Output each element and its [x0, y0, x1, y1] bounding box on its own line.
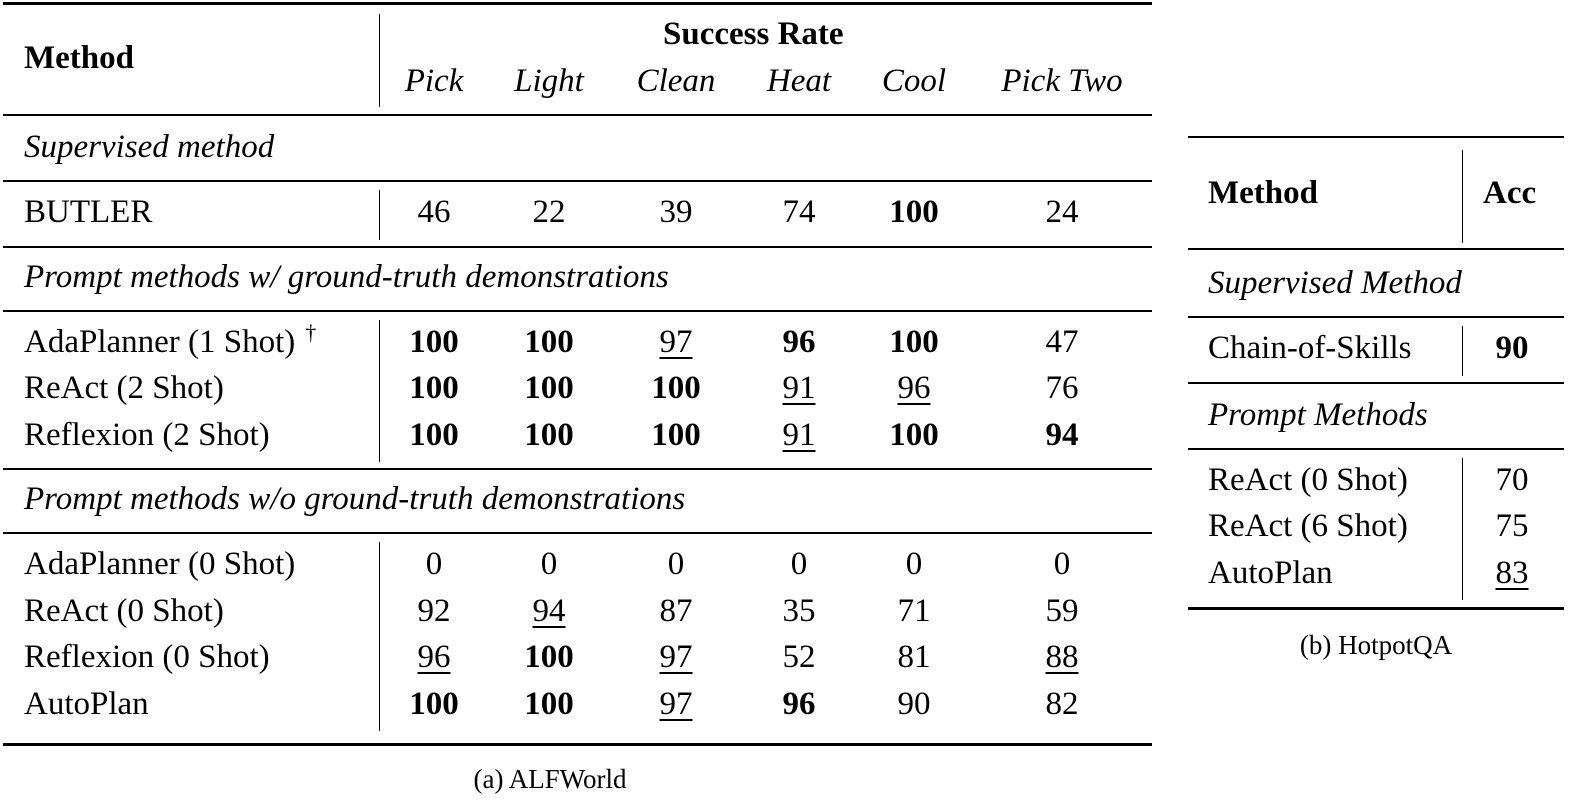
cell-value: 88 [1045, 639, 1079, 675]
table-cell [1452, 461, 1572, 498]
table-row-method: ReAct (0 Shot) [24, 592, 224, 629]
table-row-method: ReAct (6 Shot) [1208, 508, 1408, 544]
table-cell [374, 196, 494, 229]
table-cell [616, 641, 736, 674]
table-row-method: BUTLER [24, 194, 153, 230]
table-cell [374, 323, 494, 360]
column-header-pick: Pick [404, 63, 464, 99]
cell-value: 47 [1045, 323, 1079, 360]
table-cell [1002, 592, 1122, 629]
section-title: Supervised Method [1208, 265, 1462, 301]
table-cell [489, 592, 609, 629]
table-a-group-header: Success Rate [663, 16, 844, 52]
table-cell [616, 416, 736, 453]
cell-value: 100 [524, 639, 574, 675]
table-cell [374, 372, 494, 405]
cell-value: 90 [897, 685, 931, 722]
table-row-method: Reflexion (2 Shot) [24, 416, 270, 453]
table-a-column-divider [379, 320, 380, 463]
cell-value: 96 [782, 685, 816, 722]
table-cell [616, 372, 736, 405]
table-cell [489, 416, 609, 453]
cell-value: 70 [1495, 461, 1529, 498]
table-row-method: AutoPlan [24, 685, 149, 722]
table-b-method-header: Method [1208, 175, 1318, 211]
cell-value: 71 [897, 592, 931, 629]
table-cell [489, 685, 609, 722]
table-b-header-divider [1462, 150, 1463, 243]
cell-value: 0 [540, 546, 558, 582]
table-cell [374, 548, 494, 581]
cell-value: 100 [409, 323, 459, 360]
table-row-method: ReAct (0 Shot) [1208, 461, 1408, 498]
column-header-heat: Heat [766, 63, 832, 99]
cell-value: 59 [1045, 592, 1079, 629]
section-title: Prompt methods w/ ground-truth demonstrations [24, 258, 669, 295]
cell-value: 0 [790, 546, 808, 582]
cell-value: 100 [889, 323, 939, 360]
table-cell [1002, 372, 1122, 405]
section-rule [1188, 382, 1564, 384]
cell-value: 75 [1495, 508, 1529, 544]
cell-value: 100 [889, 416, 939, 453]
table-cell [739, 592, 859, 629]
cell-value: 0 [905, 546, 923, 582]
table-cell [489, 548, 609, 581]
cell-value: 91 [782, 416, 816, 453]
cell-value: 82 [1045, 685, 1079, 722]
section-title: Supervised method [24, 129, 275, 165]
cell-value: 83 [1495, 554, 1529, 591]
cell-value: 97 [659, 685, 693, 722]
table-cell [739, 196, 859, 229]
cell-value: 81 [897, 639, 931, 675]
cell-value: 100 [524, 416, 574, 453]
table-cell [739, 685, 859, 722]
table-cell [854, 323, 974, 360]
table-row-method: Chain-of-Skills [1208, 330, 1412, 366]
cell-value: 100 [524, 323, 574, 360]
table-b-column-divider [1462, 326, 1463, 376]
cell-value: 91 [782, 370, 816, 406]
table-cell [1002, 196, 1122, 229]
cell-value: 0 [425, 546, 443, 582]
cell-value: 39 [659, 194, 693, 230]
table-cell [739, 323, 859, 360]
table-cell [1002, 685, 1122, 722]
cell-value: 90 [1495, 330, 1529, 366]
column-header-cool: Cool [881, 63, 947, 99]
table-cell [489, 641, 609, 674]
section-rule [3, 468, 1152, 470]
cell-value: 97 [659, 323, 693, 360]
cell-value: 97 [659, 639, 693, 675]
table-row-method: AutoPlan [1208, 554, 1333, 591]
table-a-caption: (a) ALFWorld [473, 764, 627, 794]
table-row-method: Reflexion (0 Shot) [24, 639, 270, 675]
table-cell [374, 592, 494, 629]
dagger-mark: † [305, 319, 317, 345]
table-cell [616, 323, 736, 360]
table-cell [1452, 332, 1572, 365]
table-cell [616, 196, 736, 229]
cell-value: 100 [889, 194, 939, 230]
table-b-header-rule [1188, 248, 1564, 250]
section-rule [3, 246, 1152, 248]
cell-value: 0 [1053, 546, 1071, 582]
table-cell [616, 592, 736, 629]
table-cell [1002, 548, 1122, 581]
table-cell [1002, 323, 1122, 360]
table-b-caption: (b) HotpotQA [1299, 630, 1453, 660]
table-row-method: AdaPlanner (1 Shot) † [24, 319, 317, 360]
table-a-column-divider [379, 542, 380, 731]
cell-value: 96 [417, 639, 451, 675]
table-cell [854, 416, 974, 453]
cell-value: 100 [409, 370, 459, 406]
table-cell [616, 685, 736, 722]
table-a-header-rule [3, 114, 1152, 116]
table-cell [374, 685, 494, 722]
cell-value: 94 [1045, 416, 1079, 453]
table-cell [854, 592, 974, 629]
table-cell [739, 548, 859, 581]
table-a-top-rule [3, 2, 1152, 5]
cell-value: 94 [532, 592, 566, 629]
section-title: Prompt Methods [1208, 396, 1428, 433]
table-cell [1452, 510, 1572, 543]
section-rule [1188, 316, 1564, 318]
table-b-column-divider [1462, 458, 1463, 601]
table-cell [854, 685, 974, 722]
table-cell [1452, 554, 1572, 591]
table-row-method: AdaPlanner (0 Shot) [24, 546, 296, 582]
cell-value: 92 [417, 592, 451, 629]
cell-value: 100 [409, 416, 459, 453]
cell-value: 74 [782, 194, 816, 230]
table-cell [489, 372, 609, 405]
column-header-pick-two: Pick Two [1001, 63, 1123, 99]
cell-value: 100 [651, 370, 701, 406]
table-cell [1002, 641, 1122, 674]
cell-value: 96 [782, 323, 816, 360]
section-rule [3, 310, 1152, 312]
table-b-bottom-rule [1188, 607, 1564, 610]
cell-value: 100 [409, 685, 459, 722]
section-rule [1188, 448, 1564, 450]
section-rule [3, 180, 1152, 182]
table-cell [374, 416, 494, 453]
column-header-clean: Clean [636, 63, 716, 99]
cell-value: 52 [782, 639, 816, 675]
table-b-top-rule [1188, 136, 1564, 138]
cell-value: 24 [1045, 194, 1079, 230]
table-b-acc-header: Acc [1483, 175, 1537, 211]
cell-value: 0 [667, 546, 685, 582]
cell-value: 100 [651, 416, 701, 453]
cell-value: 96 [897, 370, 931, 406]
cell-value: 87 [659, 592, 693, 629]
column-header-light: Light [514, 63, 584, 99]
cell-value: 100 [524, 685, 574, 722]
table-cell [739, 372, 859, 405]
table-a-column-divider [379, 190, 380, 240]
table-cell [854, 548, 974, 581]
section-rule [3, 532, 1152, 534]
table-a-method-header: Method [24, 40, 134, 76]
table-cell [739, 416, 859, 453]
table-cell [739, 641, 859, 674]
table-row-method: ReAct (2 Shot) [24, 370, 224, 406]
table-cell [489, 196, 609, 229]
table-cell [374, 641, 494, 674]
table-cell [616, 548, 736, 581]
section-title: Prompt methods w/o ground-truth demonstrations [24, 481, 686, 517]
table-cell [854, 196, 974, 229]
cell-value: 46 [417, 194, 451, 230]
cell-value: 100 [524, 370, 574, 406]
cell-value: 22 [532, 194, 566, 230]
table-cell [489, 323, 609, 360]
table-a-bottom-rule [3, 743, 1152, 746]
table-cell [854, 372, 974, 405]
cell-value: 76 [1045, 370, 1079, 406]
table-cell [1002, 416, 1122, 453]
table-cell [854, 641, 974, 674]
cell-value: 35 [782, 592, 816, 629]
